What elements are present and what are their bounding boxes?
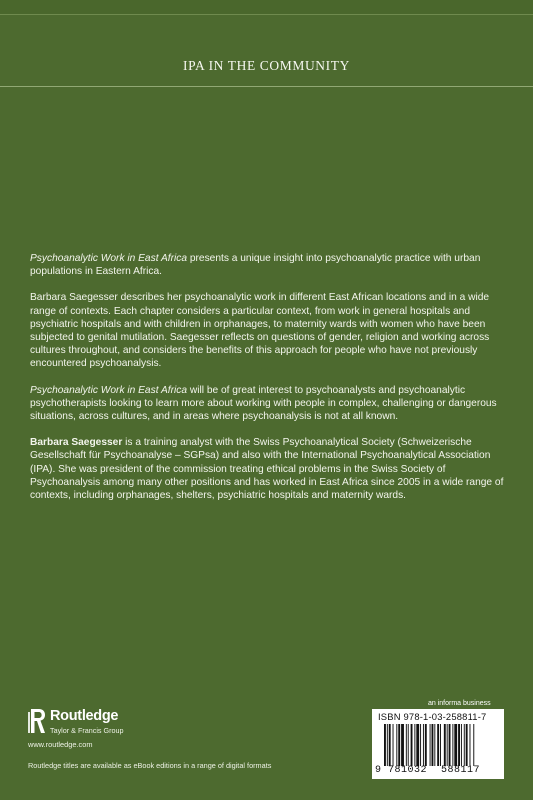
barcode-bar <box>447 724 448 766</box>
routledge-logo-icon <box>28 708 46 734</box>
barcode-bar <box>449 724 451 766</box>
barcode-bar <box>452 724 453 766</box>
barcode-bar <box>440 724 441 766</box>
barcode-panel <box>372 709 504 779</box>
barcode-bar <box>430 724 431 766</box>
barcode-bar <box>401 724 404 766</box>
barcode-bar <box>437 724 439 766</box>
barcode-bar <box>423 724 424 766</box>
author-bio <box>30 436 508 502</box>
barcode-bar <box>398 724 400 766</box>
isbn-text: ISBN 978-1-03-258811-7 <box>378 711 487 722</box>
barcode-bar <box>384 724 386 766</box>
author-name: Barbara Saegesser <box>30 437 123 449</box>
barcode-bar <box>466 724 468 766</box>
book-title-italic: Psychoanalytic Work in East Africa <box>30 253 188 264</box>
barcode-digit-first: 9 <box>375 765 382 776</box>
barcode-bar <box>425 724 427 766</box>
barcode-bar <box>408 724 409 766</box>
publisher-block <box>28 706 228 754</box>
blurb-paragraph-audience <box>30 384 508 424</box>
barcode-bar <box>396 724 397 766</box>
barcode-digits-left: 781032 <box>388 765 428 776</box>
barcode-bar <box>411 724 413 766</box>
barcode-bar <box>432 724 434 766</box>
barcode-bar <box>420 724 421 766</box>
barcode-digits <box>372 765 504 779</box>
barcode-bar <box>461 724 462 766</box>
barcode-bar <box>464 724 465 766</box>
barcode-bar <box>454 724 457 766</box>
blurb-paragraph-description: Barbara Saegesser describes her psychoanalytic work in different East African locations and in a wide range of contexts. Each chapter considers a particular context, from work in general hospitals and psychiatric hospitals and with children in orphanages, to maternity wards with women who have been subjected to genital mutilation. Saegesser reflects on questions of gender, religion and working across cultures throughout, and considers the benefits of this approach for people who have not previously encountered psychoanalysis. <box>30 292 490 370</box>
barcode-bar <box>406 724 407 766</box>
blurb-paragraph-intro <box>30 252 508 278</box>
barcode-bar <box>387 724 388 766</box>
publisher-group: Taylor & Francis Group <box>50 726 124 735</box>
series-divider <box>0 86 533 87</box>
barcode-bar <box>473 724 474 766</box>
series-title: IPA IN THE COMMUNITY <box>183 58 350 73</box>
barcode-bars <box>384 724 494 766</box>
barcode-bar <box>416 724 419 766</box>
blurb-intro-text: presents a unique insight into psychoanalytic practice with urban populations in Eastern Africa. <box>30 253 481 278</box>
publisher-url: www.routledge.com <box>28 740 93 749</box>
barcode-bar <box>389 724 391 766</box>
barcode-bar <box>458 724 460 766</box>
barcode-bar <box>444 724 446 766</box>
back-cover-blurb <box>30 252 508 515</box>
publisher-name: Routledge <box>50 708 119 724</box>
ebook-footnote: Routledge titles are available as eBook editions in a range of digital formats <box>28 761 272 770</box>
barcode-bar <box>434 724 435 766</box>
informa-tag: an informa business <box>428 700 491 707</box>
top-border <box>0 0 533 15</box>
barcode-bar <box>470 724 471 766</box>
blurb-audience-text: will be of great interest to psychoanalysts and psychoanalytic psychotherapists looking to learn more about working with people in complex, challenging or dangerous situations, across cultures, and in areas where psychoanalysis is not at all known. <box>30 384 497 423</box>
book-title-italic: Psychoanalytic Work in East Africa <box>30 384 188 396</box>
barcode-bar <box>414 724 415 766</box>
barcode-digits-right: 588117 <box>441 765 481 776</box>
author-bio-text: is a training analyst with the Swiss Psychoanalytical Society (Schweizerische Gesellschaft für Psychoanalyse – SGPsa) and also with the International Psychoanalytical Association (IPA). She was president of the commission treating ethical problems in the Swiss Society of Psychoanalysis among many other positions and has worked in East Africa since 2005 in a wide range of contexts, including orphanages, shelters, psychiatric hospitals and maternity wards. <box>30 437 504 502</box>
barcode-bar <box>393 724 394 766</box>
